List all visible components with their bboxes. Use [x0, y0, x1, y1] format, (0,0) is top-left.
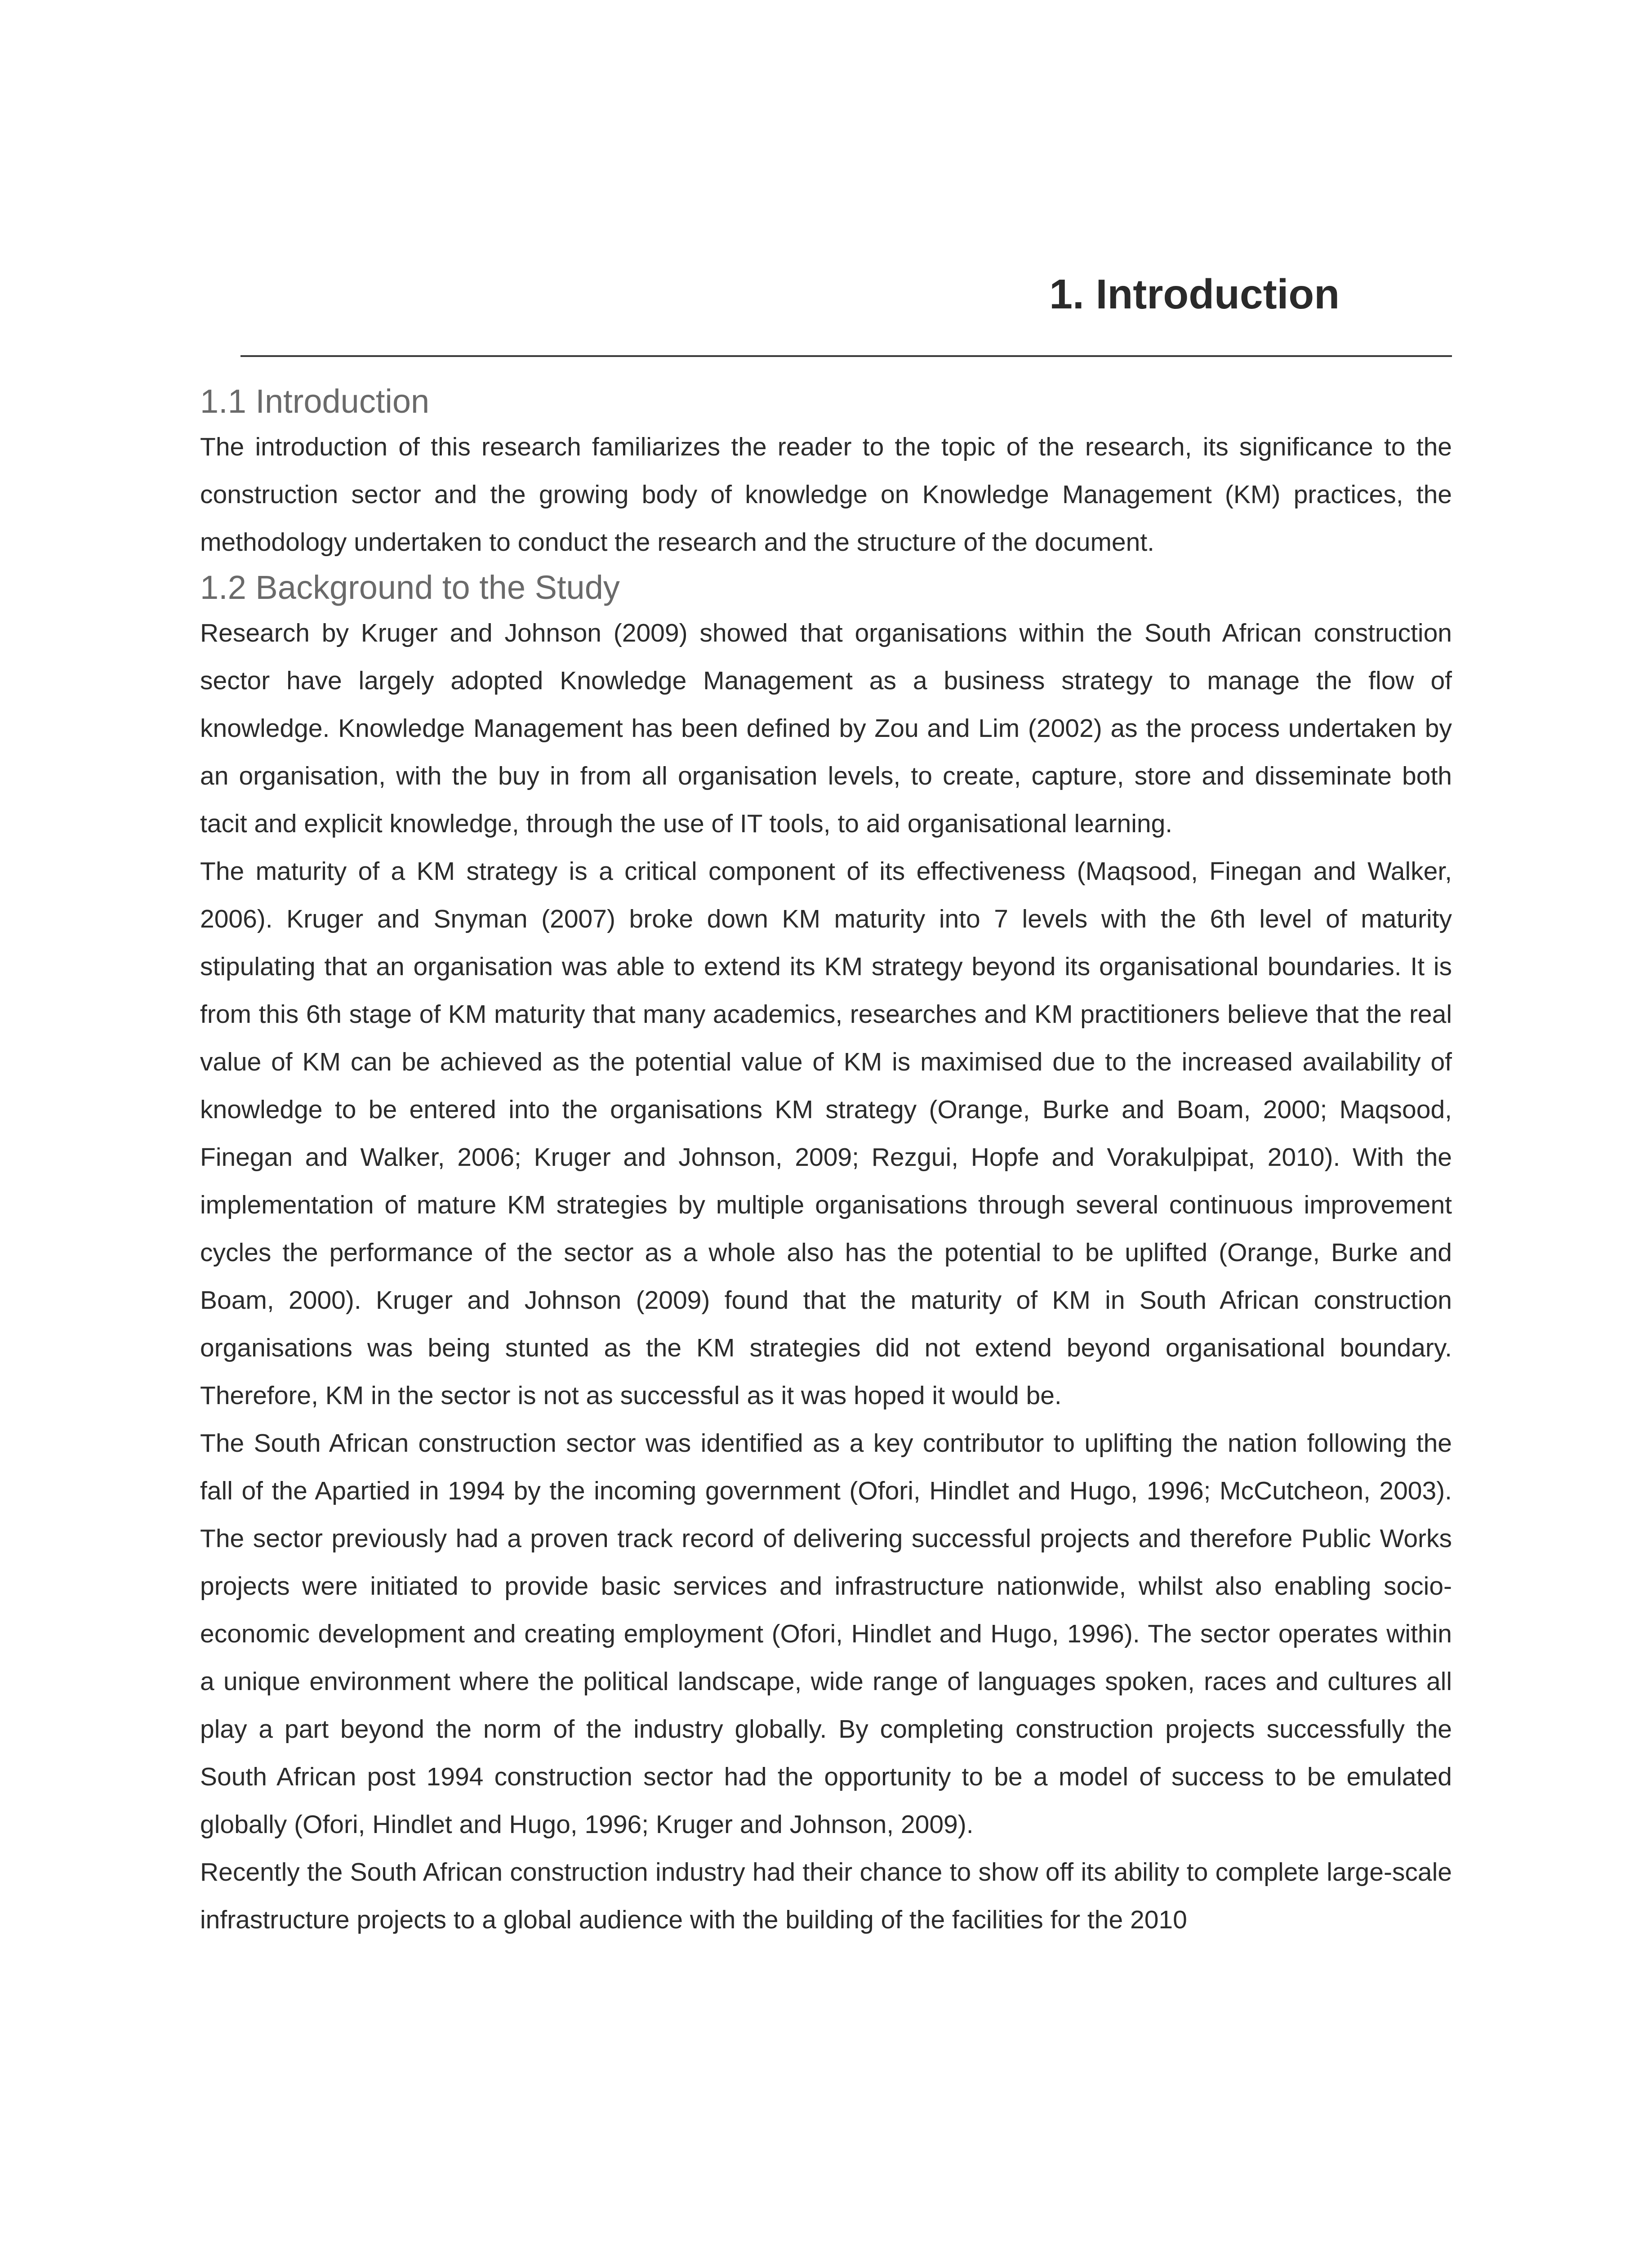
paragraph: The maturity of a KM strategy is a critical component of its effectiveness (Maqsood, Finegan and Walker, 2006). Kruger and Snyman (2007) broke down KM maturity into 7 levels with the 6th level of maturity stipulating that an organisation was able to extend its KM strategy beyond its organisational boundaries. It is from this 6th stage of KM maturity that many academics, researches and KM practitioners believe that the real value of KM can be achieved as the potential value of KM is maximised due to the increased availability of knowledge to be entered into the organisations KM strategy (Orange, Burke and Boam, 2000; Maqsood, Finegan and Walker, 2006; Kruger and Johnson, 2009; Rezgui, Hopfe and Vorakulpipat, 2010). With the implementation of mature KM strategies by multiple organisations through several continuous improvement cycles the performance of the sector as a whole also has the potential to be uplifted (Orange, Burke and Boam, 2000). Kruger and Johnson (2009) found that the maturity of KM in South African construction organisations was being stunted as the KM strategies did not extend beyond organisational boundary. Therefore, KM in the sector is not as successful as it was hoped it would be.	[200, 857, 1452, 1410]
paragraph: Recently the South African construction industry had their chance to show off its ability to complete large-scale infrastructure projects to a global audience with the building of the facilities for the 2010	[200, 1858, 1452, 1935]
paragraph: The introduction of this research familiarizes the reader to the topic of the research, its significance to the construction sector and the growing body of knowledge on Knowledge Management (KM) practices, the methodology undertaken to conduct the research and the structure of the document.	[200, 433, 1452, 557]
title-divider	[240, 355, 1452, 357]
section-heading-background: 1.2 Background to the Study	[200, 569, 620, 607]
paragraph: Research by Kruger and Johnson (2009) showed that organisations within the South African construction sector have largely adopted Knowledge Management as a business strategy to manage the flow of knowledge. Knowledge Management has been defined by Zou and Lim (2002) as the process undertaken by an organisation, with the buy in from all organisation levels, to create, capture, store and disseminate both tacit and explicit knowledge, through the use of IT tools, to aid organisational learning.	[200, 619, 1452, 839]
paragraph: The South African construction sector was identified as a key contributor to uplifting the nation following the fall of the Apartied in 1994 by the incoming government (Ofori, Hindlet and Hugo, 1996; McCutcheon, 2003). The sector previously had a proven track record of delivering successful projects and therefore Public Works projects were initiated to provide basic services and infrastructure nationwide, whilst also enabling socio-economic development and creating employment (Ofori, Hindlet and Hugo, 1996). The sector operates within a unique environment where the political landscape, wide range of languages spoken, races and cultures all play a part beyond the norm of the industry globally. By completing construction projects successfully the South African post 1994 construction sector had the opportunity to be a model of success to be emulated globally (Ofori, Hindlet and Hugo, 1996; Kruger and Johnson, 2009).	[200, 1429, 1452, 1839]
chapter-title	[200, 273, 1452, 315]
body-text	[200, 380, 1452, 1944]
section-heading-introduction: 1.1 Introduction	[200, 383, 430, 420]
chapter-title-text: 1. Introduction	[1049, 271, 1340, 317]
